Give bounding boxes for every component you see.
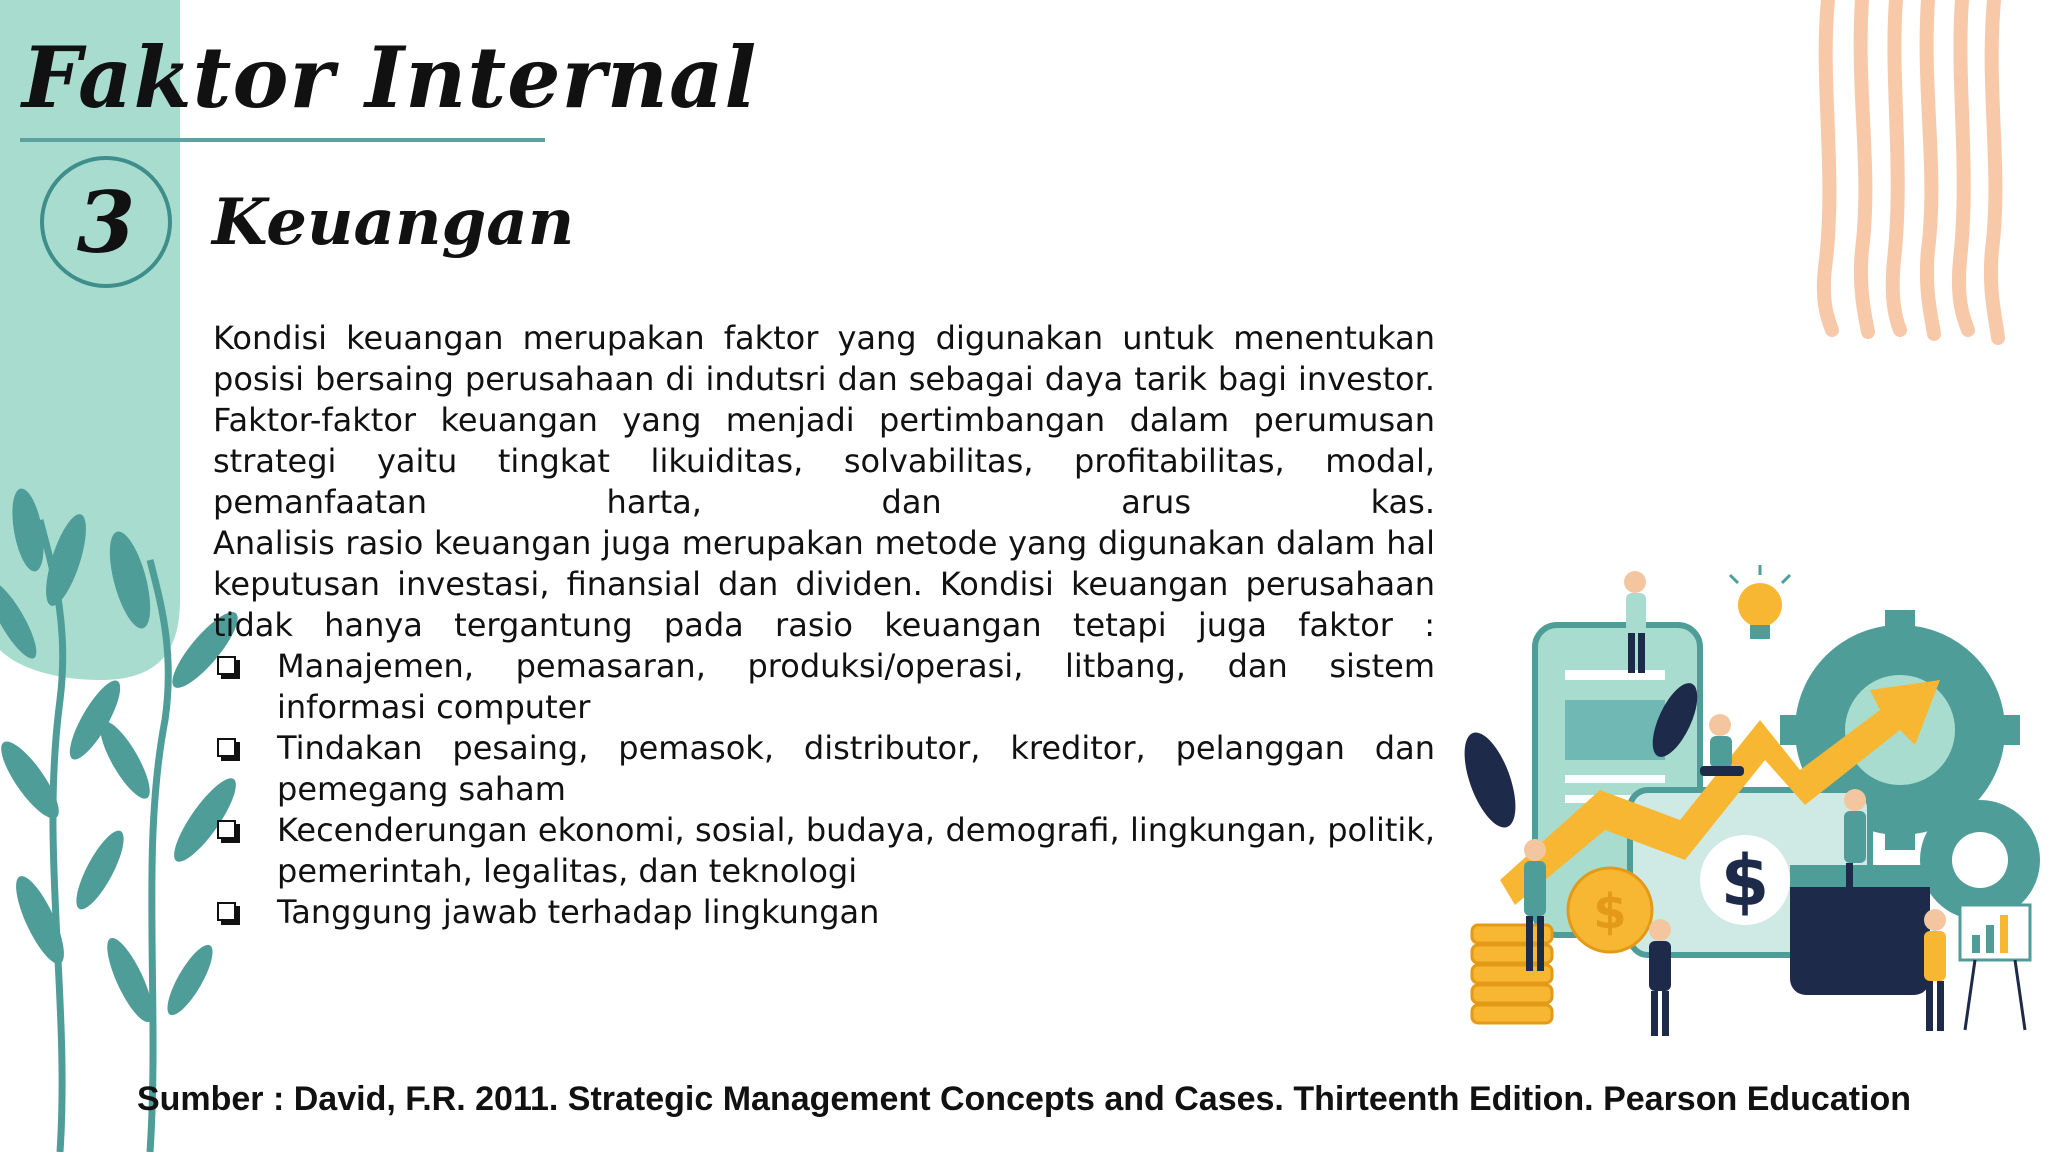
title-underline <box>20 138 545 142</box>
source-citation: Sumber : David, F.R. 2011. Strategic Management Concepts and Cases. Thirteenth Edition. Pearson Education <box>136 1080 1912 1118</box>
paragraph-1: Kondisi keuangan merupakan faktor yang digunakan untuk menentukan posisi bersaing perusahaan di indutsri dan sebagai daya tarik bagi investor. <box>213 319 1435 398</box>
checkbox-square-icon <box>217 656 236 675</box>
checkbox-square-icon <box>217 820 236 839</box>
section-number-badge <box>40 156 172 288</box>
person-icon <box>1924 909 1946 1031</box>
svg-text:$: $ <box>1593 884 1627 940</box>
chart-board-icon <box>1960 905 2030 960</box>
list-item-label: Tanggung jawab terhadap lingkungan <box>277 893 880 931</box>
paragraph-3: Analisis rasio keuangan juga merupakan metode yang digunakan dalam hal keputusan investasi, finansial dan dividen. Kondisi keuangan perusahaan tidak hanya tergantung pada rasio keuangan tetapi juga faktor : <box>213 524 1435 644</box>
section-title: Keuangan <box>212 185 575 260</box>
person-icon <box>1700 714 1744 776</box>
slide-title: Faktor Internal <box>22 28 758 127</box>
checkbox-square-icon <box>217 738 236 757</box>
paragraph-2: Faktor-faktor keuangan yang menjadi pertimbangan dalam perumusan strategi yaitu tingkat likuiditas, solvabilitas, profitabilitas, modal, pemanfaatan harta, dan arus kas. <box>213 401 1435 521</box>
list-item-label: Kecenderungan ekonomi, sosial, budaya, demografi, lingkungan, politik, pemerintah, legalitas, dan teknologi <box>277 811 1435 890</box>
list-item <box>213 728 1435 810</box>
list-item <box>213 892 1435 933</box>
list-item-label: Manajemen, pemasaran, produksi/operasi, litbang, dan sistem informasi computer <box>277 647 1435 726</box>
finance-growth-illustration <box>1460 560 2045 1050</box>
body-content <box>213 318 1435 933</box>
list-item-label: Tindakan pesaing, pemasok, distributor, kreditor, pelanggan dan pemegang saham <box>277 729 1435 808</box>
small-gear-icon <box>1920 800 2040 920</box>
factor-list <box>213 646 1435 933</box>
list-item <box>213 646 1435 728</box>
section-number: 3 <box>76 172 136 272</box>
checkbox-square-icon <box>217 902 236 921</box>
svg-text:$: $ <box>1720 840 1770 922</box>
peach-stripes <box>1824 0 1998 338</box>
list-item <box>213 810 1435 892</box>
lightbulb-icon <box>1730 565 1790 639</box>
person-icon <box>1649 919 1671 1036</box>
